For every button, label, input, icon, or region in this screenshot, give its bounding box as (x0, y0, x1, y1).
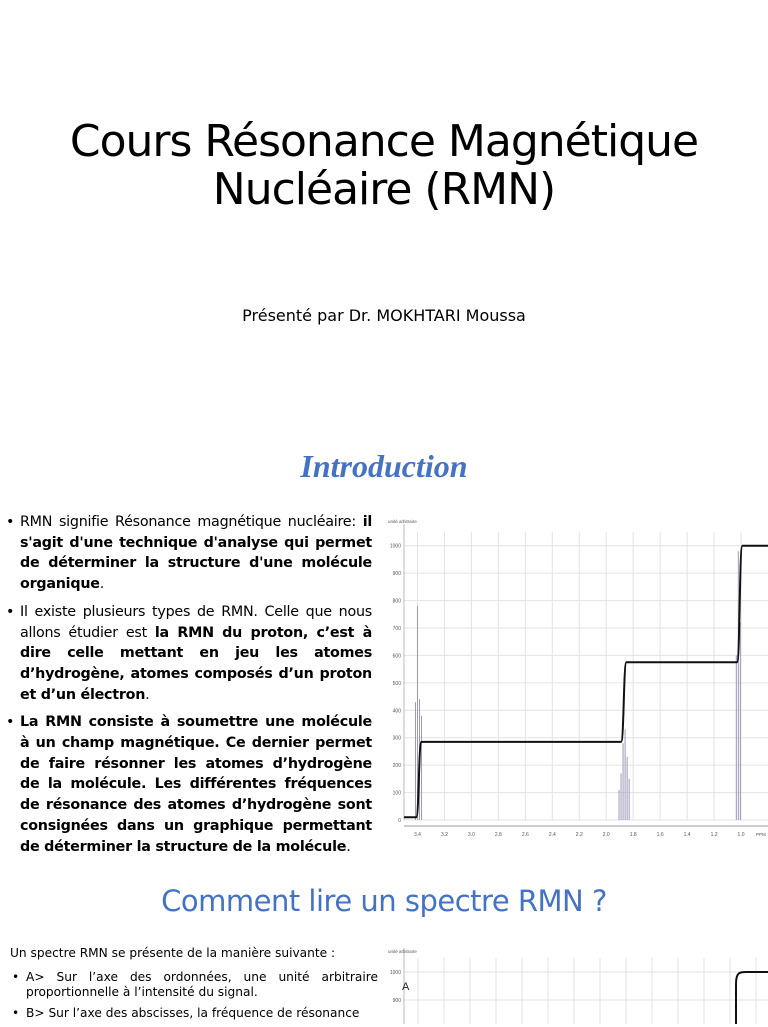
bullet-text-end: . (99, 576, 104, 593)
x-tick-label: 1.4 (683, 832, 691, 838)
x-tick-label: 3.2 (440, 832, 448, 838)
x-tick-label: 2.6 (521, 832, 529, 838)
y-tick-label: 900 (392, 571, 401, 578)
bullet-text-end: . (346, 838, 351, 855)
y-tick-label: 1000 (389, 970, 401, 976)
x-tick-label: 1.0 (737, 832, 745, 838)
y-tick-label: 200 (392, 763, 401, 770)
y-tick-label: 300 (392, 735, 401, 742)
y-axis-label: unité arbitraire (388, 519, 417, 524)
slide-title-line2: Nucléaire (RMN) (212, 164, 556, 215)
x-tick-label: 2.0 (602, 832, 610, 838)
bullet-text-end: . (145, 686, 150, 703)
bullet-bold-text: la RMN du proton, c’est à dire celle mettant en jeu les atomes d’hydrogène, atomes composés d’un proton et d’un électron (20, 624, 372, 703)
bullet-bold-text: il s'agit d'une technique d'analyse qui permet de déterminer la structure d'une molécule organique (20, 514, 372, 593)
integral-curve (404, 546, 768, 818)
slide-subtitle: Présenté par Dr. MOKHTARI Moussa (242, 306, 526, 325)
section-heading: Comment lire un spectre RMN ? (161, 884, 607, 918)
integral-curve (736, 972, 768, 1024)
axis-annotation-letter: A (402, 981, 410, 993)
y-tick-label: 700 (392, 626, 401, 632)
x-tick-label: 3.0 (467, 832, 475, 838)
x-tick-label: 3.4 (414, 832, 421, 838)
slide-title (0, 118, 768, 214)
bullet-item: • A> Sur l’axe des ordonnées, une unité arbitraire proportionnelle à l’intensité du signal. (10, 970, 378, 1000)
bullet-bold-text: La RMN consiste à soumettre une molécule à un champ magnétique. Ce dernier permet de faire résonner les atomes d’hydrogène de la molécule. Les différentes fréquences de résonance des atomes d’hydrogène sont consignées dans un graphique permettant de déterminer la structure de la molécule (20, 714, 372, 855)
x-axis-label: PPM (756, 832, 766, 837)
introduction-bullets (4, 512, 372, 864)
slide-title-line1: Cours Résonance Magnétique (69, 116, 699, 167)
spectrum-intro-text: Un spectre RMN se présente de la manière suivante : (10, 946, 336, 960)
bullet-item: • B> Sur l’axe des abscisses, la fréquence de résonance (10, 1006, 378, 1021)
introduction-heading: Introduction (300, 448, 468, 484)
y-tick-label: 100 (392, 790, 401, 797)
x-tick-label: 2.8 (494, 832, 502, 838)
y-tick-label: 900 (392, 998, 401, 1004)
y-tick-label: 500 (392, 680, 401, 687)
y-tick-label: 600 (392, 653, 401, 660)
x-tick-label: 1.6 (656, 832, 664, 838)
y-tick-label: 0 (398, 818, 401, 824)
x-tick-label: 2.4 (548, 832, 556, 838)
bullet-item (4, 602, 372, 706)
x-tick-label: 1.2 (710, 832, 718, 838)
y-axis-label: unité arbitraire (388, 949, 417, 954)
y-tick-label: 800 (392, 598, 401, 605)
bullet-item (4, 712, 372, 857)
x-tick-label: 1.8 (629, 832, 637, 838)
spectrum-bullets (10, 970, 378, 1027)
x-tick-label: 2.2 (575, 832, 583, 838)
y-tick-label: 1000 (389, 543, 401, 550)
bullet-text: RMN signifie Résonance magnétique nucléaire: (20, 514, 363, 530)
nmr-spectrum-chart (384, 514, 768, 846)
nmr-spectrum-chart-partial (384, 944, 768, 1024)
bullet-item (4, 512, 372, 595)
bullet-text: Il existe plusieurs types de RMN. Celle que nous allons étudier est (20, 603, 372, 641)
y-tick-label: 400 (392, 708, 401, 715)
